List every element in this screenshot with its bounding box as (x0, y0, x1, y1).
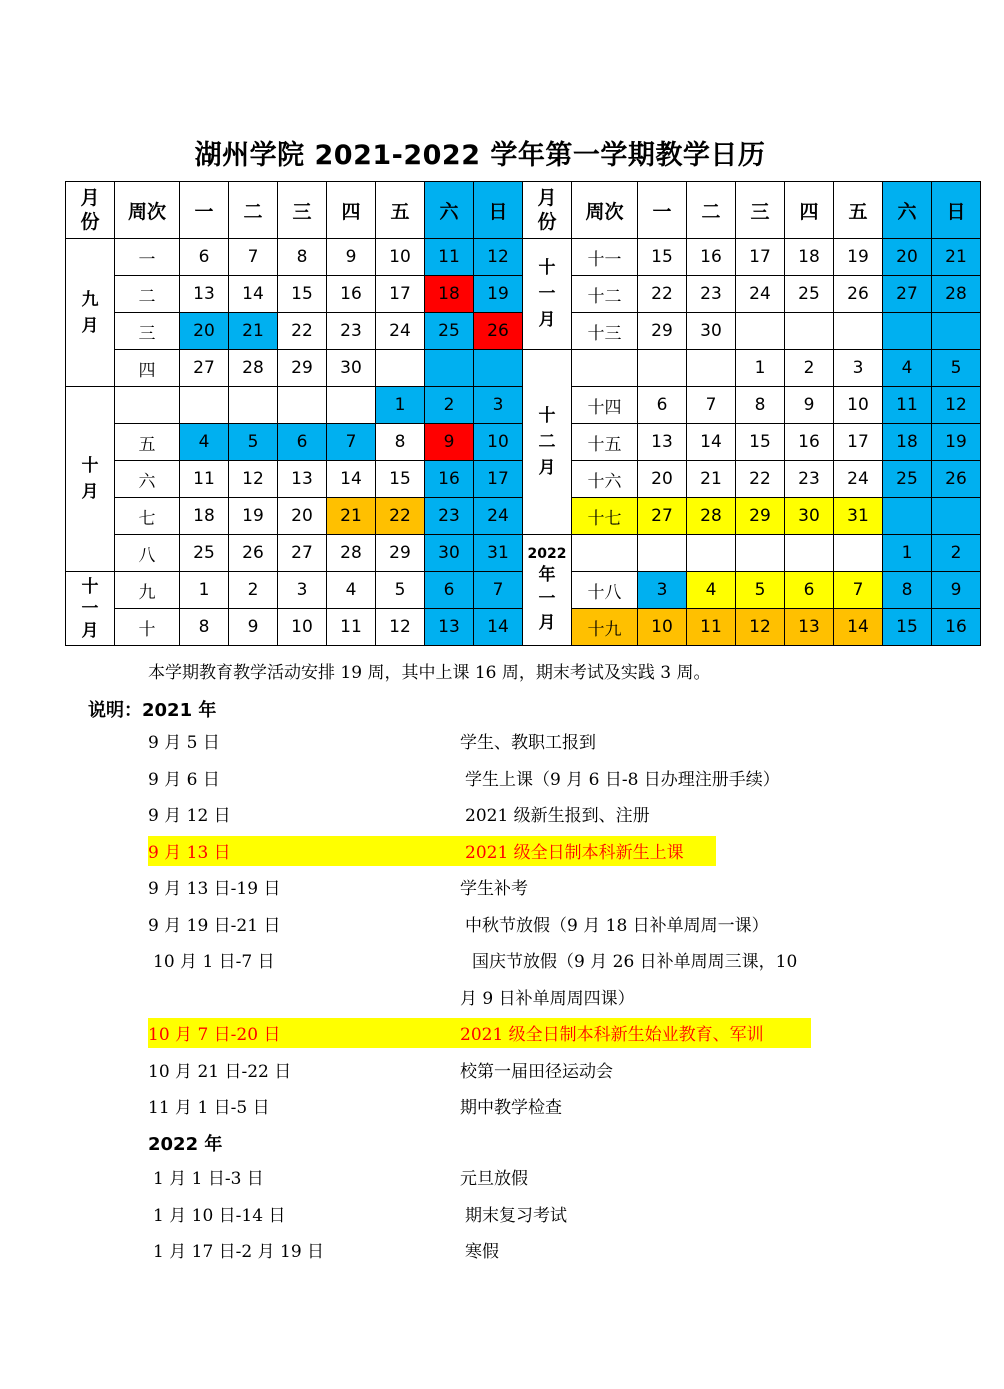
day-cell: 15 (883, 609, 932, 646)
day-cell: 10 (638, 609, 687, 646)
notes-heading: 说明：2021 年 (88, 700, 217, 721)
day-cell (883, 313, 932, 350)
day-cell: 9 (327, 239, 376, 276)
day-cell: 5 (376, 572, 425, 609)
day-cell: 6 (785, 572, 834, 609)
day-cell: 21 (327, 498, 376, 535)
day-cell: 30 (327, 350, 376, 387)
day-cell: 26 (229, 535, 278, 572)
day-cell: 23 (687, 276, 736, 313)
day-cell: 25 (785, 276, 834, 313)
day-cell (278, 387, 327, 424)
day-cell: 25 (180, 535, 229, 572)
page-title: 湖州学院 2021-2022 学年第一学期教学日历 (194, 140, 766, 171)
day-cell (834, 535, 883, 572)
day-cell: 6 (425, 572, 474, 609)
note-date: 9 月 6 日 (148, 769, 220, 790)
day-cell: 29 (736, 498, 785, 535)
note-date: 10 月 7 日-20 日 (148, 1025, 281, 1045)
day-cell: 18 (180, 498, 229, 535)
day-cell: 20 (278, 498, 327, 535)
day-cell: 10 (474, 424, 523, 461)
day-cell: 19 (474, 276, 523, 313)
note-description: 元旦放假 (460, 1169, 528, 1189)
day-cell: 28 (229, 350, 278, 387)
day-cell (638, 350, 687, 387)
header-month-left: 月 份 (66, 182, 115, 239)
day-cell (736, 535, 785, 572)
day-cell: 18 (425, 276, 474, 313)
day-cell: 10 (376, 239, 425, 276)
term-summary: 本学期教育教学活动安排 19 周，其中上课 16 周，期末考试及实践 3 周。 (148, 663, 711, 683)
week-number: 七 (115, 498, 180, 535)
month-october: 十 月 (66, 387, 115, 572)
note-date: 9 月 13 日 (148, 842, 231, 863)
calendar-row (66, 535, 981, 572)
day-cell: 11 (687, 609, 736, 646)
day-cell: 18 (785, 239, 834, 276)
note-description: 国庆节放假（9 月 26 日补单周周三课，10 (472, 952, 798, 972)
day-cell: 5 (736, 572, 785, 609)
header-day-right-5: 五 (834, 182, 883, 239)
day-cell: 14 (687, 424, 736, 461)
day-cell: 29 (638, 313, 687, 350)
day-cell: 20 (638, 461, 687, 498)
day-cell: 8 (278, 239, 327, 276)
day-cell: 24 (376, 313, 425, 350)
day-cell: 11 (425, 239, 474, 276)
note-description: 中秋节放假（9 月 18 日补单周周一课） (465, 915, 769, 936)
week-number: 八 (115, 535, 180, 572)
day-cell (834, 313, 883, 350)
day-cell: 14 (327, 461, 376, 498)
day-cell (376, 350, 425, 387)
week-number (572, 535, 638, 572)
note-description: 学生补考 (460, 879, 528, 899)
day-cell: 17 (736, 239, 785, 276)
note-description: 学生上课（9 月 6 日-8 日办理注册手续） (465, 769, 780, 790)
day-cell: 16 (932, 609, 981, 646)
day-cell: 3 (474, 387, 523, 424)
note-date: 9 月 12 日 (148, 806, 231, 826)
calendar-row (66, 350, 981, 387)
day-cell: 19 (932, 424, 981, 461)
day-cell: 8 (180, 609, 229, 646)
day-cell: 15 (376, 461, 425, 498)
week-number (572, 350, 638, 387)
day-cell: 11 (327, 609, 376, 646)
note-description: 期末复习考试 (465, 1205, 567, 1226)
note-description: 2021 级全日制本科新生上课 (465, 842, 684, 863)
day-cell (736, 313, 785, 350)
day-cell: 2 (229, 572, 278, 609)
day-cell: 21 (932, 239, 981, 276)
week-number (115, 387, 180, 424)
day-cell: 16 (327, 276, 376, 313)
week-number: 十二 (572, 276, 638, 313)
day-cell: 1 (883, 535, 932, 572)
day-cell: 23 (327, 313, 376, 350)
day-cell: 14 (834, 609, 883, 646)
note-description: 2021 级全日制本科新生始业教育、军训 (460, 1025, 764, 1045)
note-date: 11 月 1 日-5 日 (148, 1098, 270, 1118)
day-cell (327, 387, 376, 424)
day-cell: 26 (474, 313, 523, 350)
day-cell: 27 (638, 498, 687, 535)
day-cell: 29 (376, 535, 425, 572)
day-cell: 11 (883, 387, 932, 424)
day-cell: 13 (785, 609, 834, 646)
note-description: 2021 级新生报到、注册 (465, 806, 650, 826)
week-number: 二 (115, 276, 180, 313)
day-cell: 30 (687, 313, 736, 350)
note-date: 1 月 1 日-3 日 (153, 1169, 264, 1189)
day-cell: 15 (736, 424, 785, 461)
day-cell (474, 350, 523, 387)
note-date: 9 月 5 日 (148, 733, 220, 753)
week-number: 六 (115, 461, 180, 498)
header-day-right-3: 三 (736, 182, 785, 239)
day-cell: 25 (425, 313, 474, 350)
day-cell: 19 (229, 498, 278, 535)
day-cell (229, 387, 278, 424)
header-day-left-6: 六 (425, 182, 474, 239)
day-cell: 28 (687, 498, 736, 535)
header-day-left-3: 三 (278, 182, 327, 239)
day-cell: 16 (785, 424, 834, 461)
day-cell: 17 (834, 424, 883, 461)
day-cell: 8 (883, 572, 932, 609)
day-cell: 12 (229, 461, 278, 498)
day-cell: 12 (474, 239, 523, 276)
day-cell: 13 (180, 276, 229, 313)
header-day-left-2: 二 (229, 182, 278, 239)
calendar-row (66, 239, 981, 276)
header-day-right-4: 四 (785, 182, 834, 239)
week-number: 十三 (572, 313, 638, 350)
header-day-right-1: 一 (638, 182, 687, 239)
day-cell: 3 (638, 572, 687, 609)
day-cell (687, 535, 736, 572)
day-cell: 7 (327, 424, 376, 461)
day-cell: 30 (785, 498, 834, 535)
week-number: 五 (115, 424, 180, 461)
day-cell: 27 (278, 535, 327, 572)
week-number: 一 (115, 239, 180, 276)
note-description: 月 9 日补单周周四课） (460, 988, 635, 1009)
day-cell: 17 (376, 276, 425, 313)
header-day-right-6: 六 (883, 182, 932, 239)
day-cell: 15 (638, 239, 687, 276)
day-cell: 2 (932, 535, 981, 572)
day-cell: 7 (474, 572, 523, 609)
week-number: 十六 (572, 461, 638, 498)
note-date: 9 月 13 日-19 日 (148, 879, 281, 899)
day-cell: 1 (736, 350, 785, 387)
month-september: 九 月 (66, 239, 115, 387)
day-cell: 4 (687, 572, 736, 609)
day-cell: 22 (376, 498, 425, 535)
day-cell (687, 350, 736, 387)
day-cell: 28 (932, 276, 981, 313)
week-number: 四 (115, 350, 180, 387)
day-cell: 9 (932, 572, 981, 609)
day-cell: 20 (883, 239, 932, 276)
week-number: 十 (115, 609, 180, 646)
day-cell (425, 350, 474, 387)
day-cell: 24 (474, 498, 523, 535)
note-date: 10 月 1 日-7 日 (153, 952, 275, 972)
day-cell: 24 (736, 276, 785, 313)
day-cell (883, 498, 932, 535)
day-cell: 21 (229, 313, 278, 350)
month-november: 十 一 月 (66, 572, 115, 646)
month-january-2022: 2022 年 一 月 (523, 535, 572, 646)
day-cell: 14 (474, 609, 523, 646)
day-cell: 13 (638, 424, 687, 461)
week-number: 十八 (572, 572, 638, 609)
day-cell: 5 (229, 424, 278, 461)
day-cell: 9 (785, 387, 834, 424)
day-cell: 4 (180, 424, 229, 461)
week-number: 十九 (572, 609, 638, 646)
day-cell: 31 (474, 535, 523, 572)
year-2022-heading: 2022 年 (148, 1134, 223, 1155)
week-number: 十一 (572, 239, 638, 276)
day-cell: 23 (425, 498, 474, 535)
day-cell: 31 (834, 498, 883, 535)
day-cell: 4 (883, 350, 932, 387)
note-date: 9 月 19 日-21 日 (148, 915, 281, 936)
month-december: 十 二 月 (523, 350, 572, 535)
day-cell: 9 (229, 609, 278, 646)
day-cell: 12 (932, 387, 981, 424)
day-cell: 6 (638, 387, 687, 424)
header-day-left-7: 日 (474, 182, 523, 239)
day-cell: 22 (736, 461, 785, 498)
week-number: 九 (115, 572, 180, 609)
day-cell: 29 (278, 350, 327, 387)
week-number: 三 (115, 313, 180, 350)
month-november-right: 十 一 月 (523, 239, 572, 350)
note-description: 寒假 (465, 1242, 499, 1262)
note-date: 1 月 10 日-14 日 (153, 1205, 286, 1226)
day-cell: 9 (425, 424, 474, 461)
day-cell: 7 (834, 572, 883, 609)
day-cell: 3 (278, 572, 327, 609)
day-cell: 26 (834, 276, 883, 313)
day-cell: 17 (474, 461, 523, 498)
header-day-right-7: 日 (932, 182, 981, 239)
day-cell: 27 (883, 276, 932, 313)
day-cell (180, 387, 229, 424)
week-number: 十四 (572, 387, 638, 424)
day-cell: 30 (425, 535, 474, 572)
day-cell: 21 (687, 461, 736, 498)
note-description: 期中教学检查 (460, 1098, 562, 1118)
week-number: 十七 (572, 498, 638, 535)
day-cell: 22 (638, 276, 687, 313)
day-cell: 10 (278, 609, 327, 646)
day-cell (785, 313, 834, 350)
day-cell: 4 (327, 572, 376, 609)
day-cell: 25 (883, 461, 932, 498)
note-date: 1 月 17 日-2 月 19 日 (153, 1242, 325, 1262)
header-day-left-1: 一 (180, 182, 229, 239)
day-cell: 1 (180, 572, 229, 609)
day-cell: 14 (229, 276, 278, 313)
day-cell (932, 313, 981, 350)
day-cell: 12 (376, 609, 425, 646)
day-cell: 7 (687, 387, 736, 424)
day-cell: 5 (932, 350, 981, 387)
header-week-left: 周次 (115, 182, 180, 239)
day-cell: 8 (376, 424, 425, 461)
day-cell: 8 (736, 387, 785, 424)
day-cell: 7 (229, 239, 278, 276)
note-description: 校第一届田径运动会 (460, 1061, 613, 1082)
note-description: 学生、教职工报到 (460, 733, 596, 753)
day-cell: 23 (785, 461, 834, 498)
day-cell: 18 (883, 424, 932, 461)
header-day-left-4: 四 (327, 182, 376, 239)
day-cell (785, 535, 834, 572)
day-cell: 16 (687, 239, 736, 276)
day-cell: 6 (278, 424, 327, 461)
day-cell (638, 535, 687, 572)
day-cell: 3 (834, 350, 883, 387)
header-day-right-2: 二 (687, 182, 736, 239)
day-cell: 2 (425, 387, 474, 424)
day-cell: 22 (278, 313, 327, 350)
day-cell: 26 (932, 461, 981, 498)
day-cell: 20 (180, 313, 229, 350)
day-cell: 1 (376, 387, 425, 424)
day-cell: 6 (180, 239, 229, 276)
header-day-left-5: 五 (376, 182, 425, 239)
day-cell: 16 (425, 461, 474, 498)
day-cell: 2 (785, 350, 834, 387)
day-cell (932, 498, 981, 535)
day-cell: 13 (278, 461, 327, 498)
day-cell: 13 (425, 609, 474, 646)
day-cell: 10 (834, 387, 883, 424)
day-cell: 27 (180, 350, 229, 387)
calendar-table (65, 181, 981, 646)
header-week-right: 周次 (572, 182, 638, 239)
day-cell: 12 (736, 609, 785, 646)
day-cell: 19 (834, 239, 883, 276)
day-cell: 24 (834, 461, 883, 498)
year-label: 2022 (527, 546, 567, 562)
day-cell: 11 (180, 461, 229, 498)
note-date: 10 月 21 日-22 日 (148, 1061, 292, 1082)
header-month-right: 月 份 (523, 182, 572, 239)
week-number: 十五 (572, 424, 638, 461)
day-cell: 28 (327, 535, 376, 572)
day-cell: 15 (278, 276, 327, 313)
